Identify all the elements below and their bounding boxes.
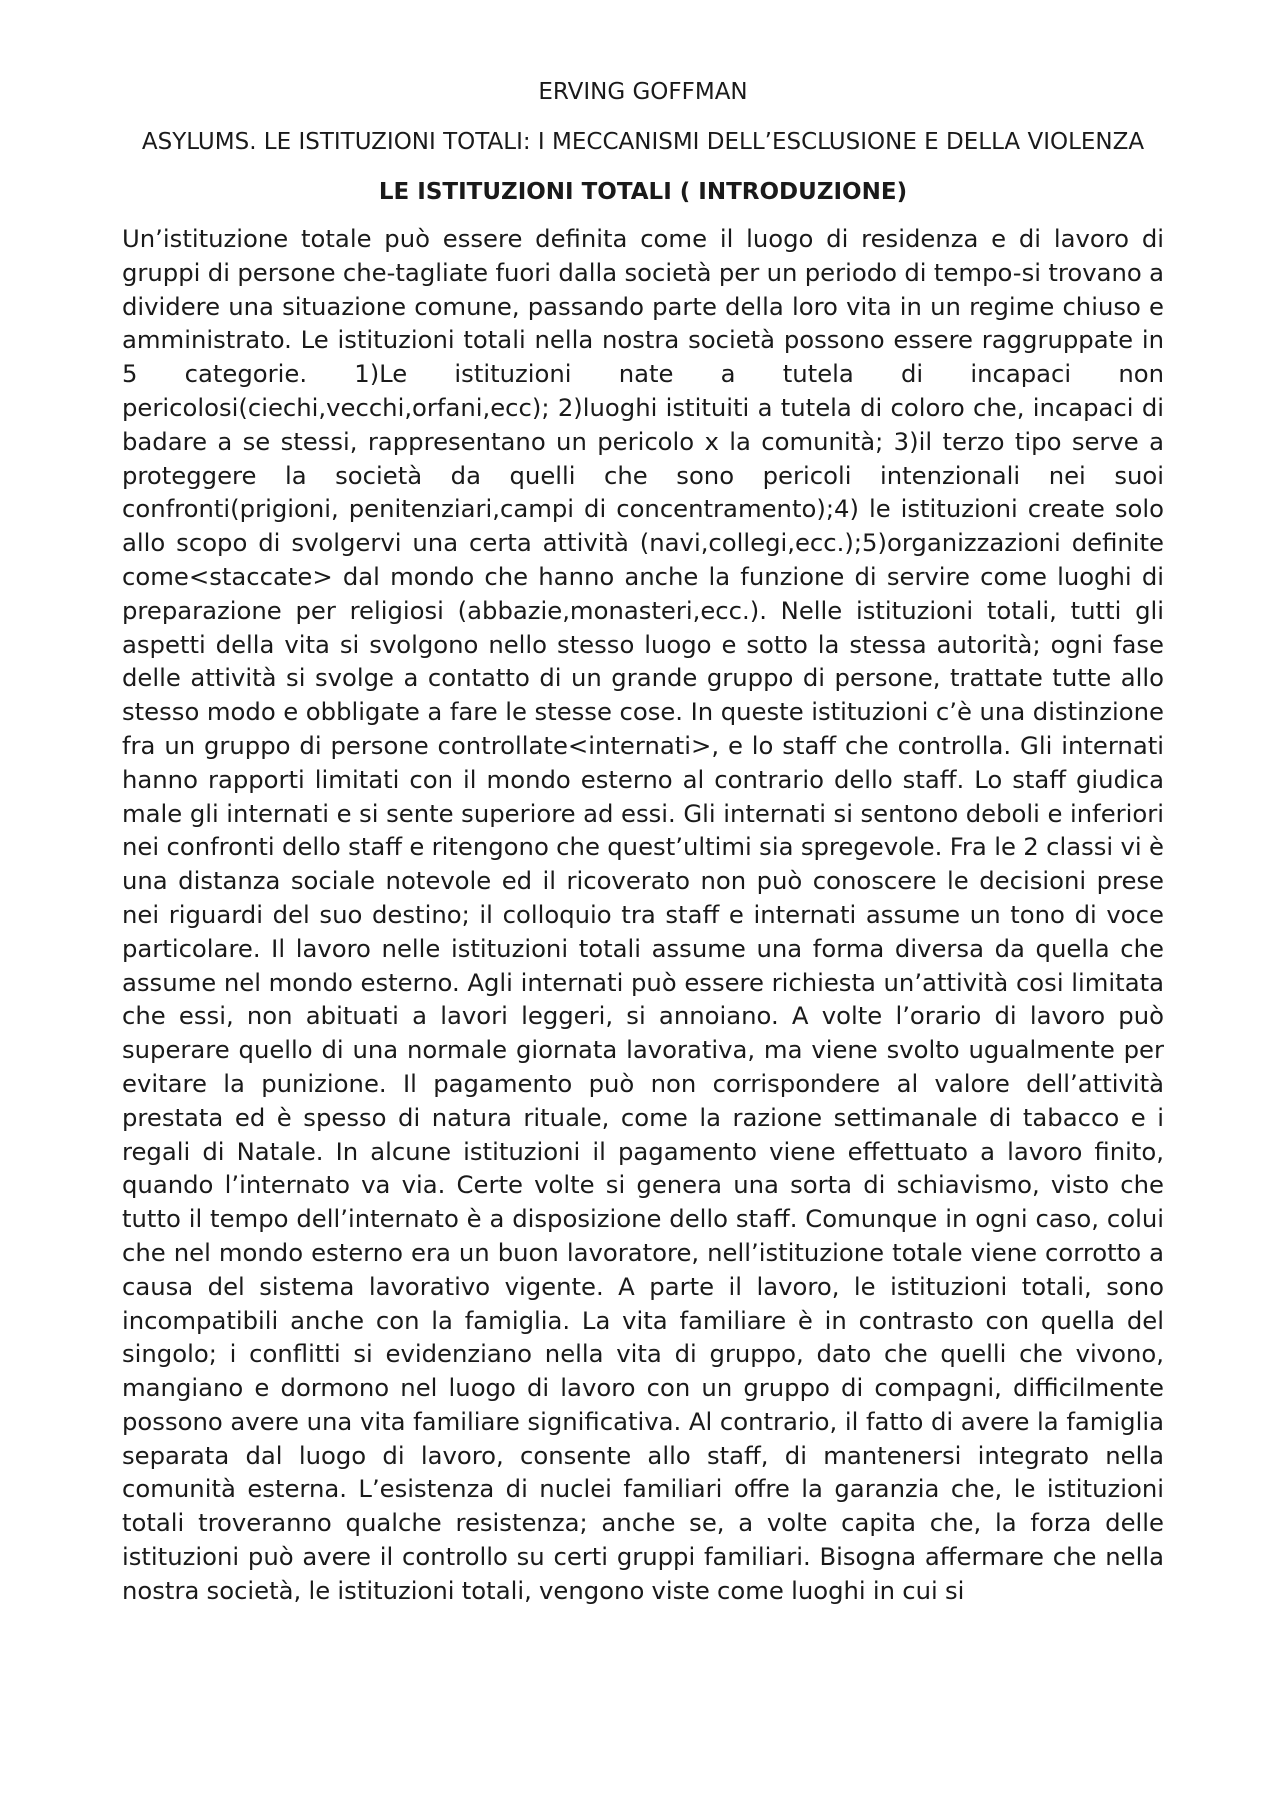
document-page (122, 0, 1164, 1608)
body-paragraph: Un’istituzione totale può essere definita come il luogo di residenza e di lavoro di gruppi di persone che-tagliate fuori dalla società per un periodo di tempo-si trovano a dividere una situazione comune, passando parte della loro vita in un regime chiuso e amministrato. Le istituzioni totali nella nostra società possono essere raggruppate in 5 categorie. 1)Le istituzioni nate a tutela di incapaci non pericolosi(ciechi,vecchi,orfani,ecc); 2)luoghi istituiti a tutela di coloro che, incapaci di badare a se stessi, rappresentano un pericolo x la comunità; 3)il terzo tipo serve a proteggere la società da quelli che sono pericoli intenzionali nei suoi confronti(prigioni, penitenziari,campi di concentramento);4) le istituzioni create solo allo scopo di svolgervi una certa attività (navi,collegi,ecc.);5)organizzazioni definite come<staccate> dal mondo che hanno anche la funzione di servire come luoghi di preparazione per religiosi (abbazie,monasteri,ecc.). Nelle istituzioni totali, tutti gli aspetti della vita si svolgono nello stesso luogo e sotto la stessa autorità; ogni fase delle attività si svolge a contatto di un grande gruppo di persone, trattate tutte allo stesso modo e obbligate a fare le stesse cose. In queste istituzioni c’è una distinzione fra un gruppo di persone controllate<internati>, e lo staff che controlla. Gli internati hanno rapporti limitati con il mondo esterno al contrario dello staff. Lo staff giudica male gli internati e si sente superiore ad essi. Gli internati si sentono deboli e inferiori nei confronti dello staff e ritengono che quest’ultimi sia spregevole. Fra le 2 classi vi è una distanza sociale notevole ed il ricoverato non può conoscere le decisioni prese nei riguardi del suo destino; il colloquio tra staff e internati assume un tono di voce particolare. Il lavoro nelle istituzioni totali assume una forma diversa da quella che assume nel mondo esterno. Agli internati può essere richiesta un’attività cosi limitata che essi, non abituati a lavori leggeri, si annoiano. A volte l’orario di lavoro può superare quello di una normale giornata lavorativa, ma viene svolto ugualmente per evitare la punizione. Il pagamento può non corrispondere al valore dell’attività prestata ed è spesso di natura rituale, come la razione settimanale di tabacco e i regali di Natale. In alcune istituzioni il pagamento viene effettuato a lavoro finito, quando l’internato va via. Certe volte si genera una sorta di schiavismo, visto che tutto il tempo dell’internato è a disposizione dello staff. Comunque in ogni caso, colui che nel mondo esterno era un buon lavoratore, nell’istituzione totale viene corrotto a causa del sistema lavorativo vigente. A parte il lavoro, le istituzioni totali, sono incompatibili anche con la famiglia. La vita familiare è in contrasto con quella del singolo; i conflitti si evidenziano nella vita di gruppo, dato che quelli che vivono, mangiano e dormono nel luogo di lavoro con un gruppo di compagni, difficilmente possono avere una vita familiare significativa. Al contrario, il fatto di avere la famiglia separata dal luogo di lavoro, consente allo staff, di mantenersi integrato nella comunità esterna. L’esistenza di nuclei familiari offre la garanzia che, le istituzioni totali troveranno qualche resistenza; anche se, a volte capita che, la forza delle istituzioni può avere il controllo su certi gruppi familiari. Bisogna affermare che nella nostra società, le istituzioni totali, vengono viste come luoghi in cui si (122, 224, 1164, 1605)
author-name: ERVING GOFFMAN (538, 79, 748, 105)
section-title: LE ISTITUZIONI TOTALI ( INTRODUZIONE) (378, 179, 908, 205)
book-title: ASYLUMS. LE ISTITUZIONI TOTALI: I MECCANISMI DELL’ESCLUSIONE E DELLA VIOLENZA (141, 129, 1145, 155)
